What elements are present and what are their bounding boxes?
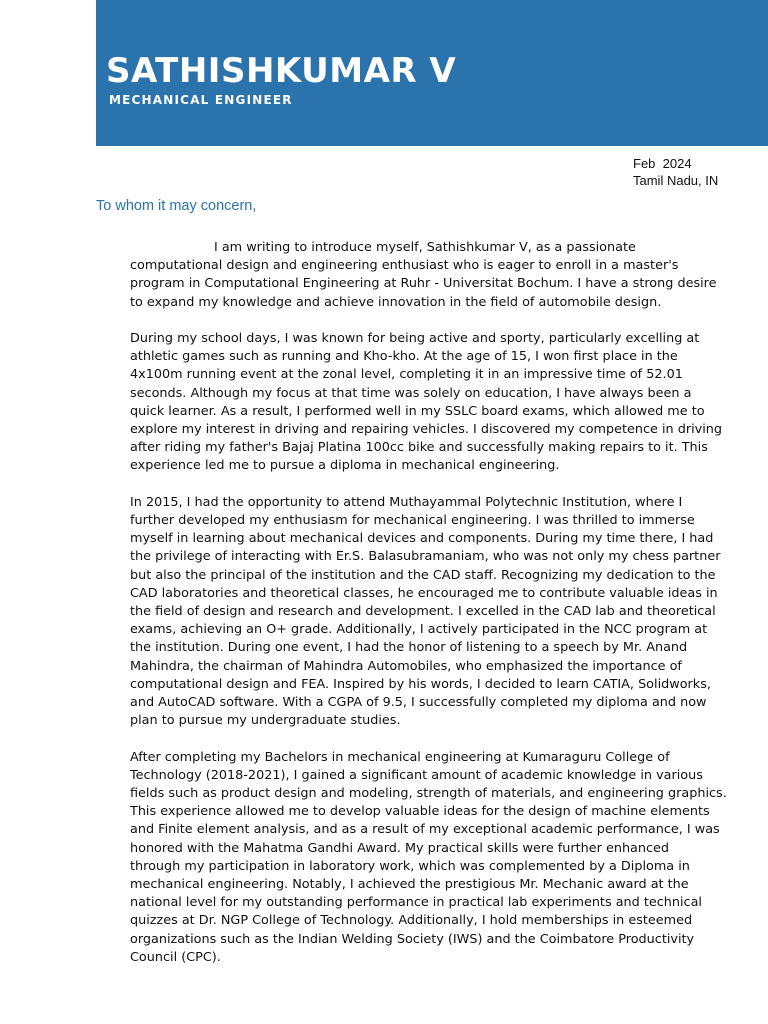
paragraph-line: mechanical engineering. Notably, I achieved the prestigious Mr. Mechanic award at the [130,877,689,893]
paragraph-line: In 2015, I had the opportunity to attend Muthayammal Polytechnic Institution, where I [130,494,683,510]
paragraph-line: computational design and engineering enthusiast who is eager to enroll in a master's [130,258,679,274]
paragraph-line: but also the principal of the institution and the CAD staff. Recognizing my dedication to the [130,567,716,583]
paragraph-line: organizations such as the Indian Welding Society (IWS) and the Coimbatore Productivity [130,931,695,947]
paragraph-line: Council (CPC). [130,949,221,965]
paragraph-line: myself in learning about mechanical devices and components. During my time there, I had [130,531,714,547]
paragraph-line: Technology (2018-2021), I gained a significant amount of academic knowledge in various [130,767,703,783]
paragraph-line: explore my interest in driving and repairing vehicles. I discovered my competence in driving [130,422,723,438]
paragraph-school [130,330,723,476]
applicant-name: SATHISHKUMAR V [106,51,457,91]
paragraph-line: During my school days, I was known for being active and sporty, particularly excelling at [130,331,700,346]
paragraph-line: after riding my father's Bajaj Platina 100cc bike and successfully making repairs to it. This [130,440,708,456]
letter-body [130,239,727,985]
paragraph-line: seconds. Although my focus at that time was solely on education, I have always been a [130,385,692,401]
paragraph-line: national level for my outstanding performance in practical lab experiments and technical [130,895,702,911]
paragraph-line: computational design and FEA. Inspired by his words, I decided to learn CATIA, Solidworks, [130,676,711,692]
paragraph-line: the field of design and research and development. I excelled in the CAD lab and theoretical [130,604,716,620]
paragraph-line: further developed my enthusiasm for mechanical engineering. I was thrilled to immerse [130,513,695,529]
letter-meta [633,155,718,189]
paragraph-line: to expand my knowledge and achieve innovation in the field of automobile design. [130,294,662,310]
paragraph-bachelors [130,749,727,967]
applicant-title: MECHANICAL ENGINEER [109,93,293,107]
salutation: To whom it may concern, [96,198,257,214]
paragraph-line: After completing my Bachelors in mechanical engineering at Kumaraguru College of [130,749,670,765]
paragraph-line: and Finite element analysis, and as a result of my exceptional academic performance, I was [130,822,720,838]
letter-date: Feb 2024 [633,156,692,171]
paragraph-line: through my participation in laboratory work, which was complemented by a Diploma in [130,858,690,874]
paragraph-line: honored with the Mahatma Gandhi Award. My practical skills were further enhanced [130,840,670,856]
paragraph-line: experience led me to pursue a diploma in mechanical engineering. [130,458,560,474]
paragraph-line: the privilege of interacting with Er.S. Balasubramaniam, who was not only my chess partner [130,549,721,565]
paragraph-line: Mahindra, the chairman of Mahindra Automobiles, who emphasized the importance of [130,658,682,674]
paragraph-line: athletic games such as running and Kho-kho. At the age of 15, I won first place in the [130,349,678,365]
letter-location: Tamil Nadu, IN [633,173,719,188]
paragraph-diploma [130,494,721,731]
paragraph-line: fields such as product design and modeling, strength of materials, and engineering graphics. [130,786,727,802]
paragraph-line: CAD laboratories and theoretical classes, he encouraged me to contribute valuable ideas in [130,585,718,601]
paragraph-line: quick learner. As a result, I performed well in my SSLC board exams, which allowed me to [130,403,705,419]
paragraph-line: and AutoCAD software. With a CGPA of 9.5, I successfully completed my diploma and now [130,695,707,711]
paragraph-line: quizzes at Dr. NGP College of Technology. Additionally, I hold memberships in esteemed [130,913,693,929]
paragraph-line: I am writing to introduce myself, Sathishkumar V, as a passionate [214,240,636,255]
paragraph-line: This experience allowed me to develop valuable ideas for the design of machine elements [130,804,710,820]
header-banner [96,0,768,146]
paragraph-intro [130,239,717,312]
paragraph-line: the institution. During one event, I had the honor of listening to a speech by Mr. Anand [130,640,688,656]
paragraph-line: 4x100m running event at the zonal level, completing it in an impressive time of 52.01 [130,367,683,383]
paragraph-line: plan to pursue my undergraduate studies. [130,713,401,729]
paragraph-line: program in Computational Engineering at Ruhr - Universitat Bochum. I have a strong desire [130,276,717,292]
paragraph-line: exams, achieving an O+ grade. Additionally, I actively participated in the NCC program at [130,622,708,638]
